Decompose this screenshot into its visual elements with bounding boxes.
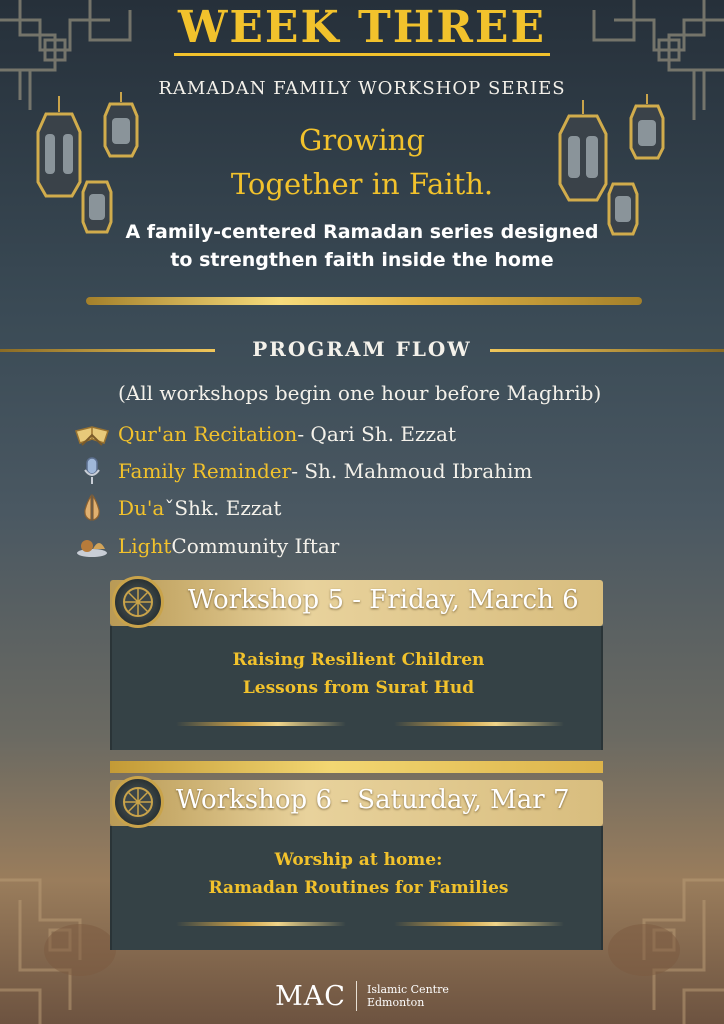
program-item-highlight: Light xyxy=(118,534,172,558)
quran-icon xyxy=(72,419,112,449)
organization-name xyxy=(367,983,449,1009)
program-note: (All workshops begin one hour before Maghrib) xyxy=(118,381,602,405)
workshop-topic-line-2: Lessons from Surat Hud xyxy=(242,678,475,698)
workshop-card-6 xyxy=(110,780,603,950)
headline-line-2: Together in Faith. xyxy=(230,167,494,201)
organization-line-2: Edmonton xyxy=(366,996,425,1009)
gold-divider xyxy=(110,761,603,773)
decorative-swash xyxy=(394,922,564,926)
praying-hands-icon xyxy=(72,493,112,523)
program-item-quran xyxy=(72,417,456,451)
gold-divider xyxy=(86,297,642,305)
decorative-swash xyxy=(176,922,346,926)
footer-logo xyxy=(0,976,724,1016)
program-item-detail: Community Iftar xyxy=(171,534,340,558)
workshop-card-header xyxy=(110,580,603,626)
tagline-line-2: to strengthen faith inside the home xyxy=(170,249,554,271)
workshop-topic-line-1: Raising Resilient Children xyxy=(232,650,485,670)
workshop-heading: Workshop 6 - Saturday, Mar 7 xyxy=(176,785,570,815)
iftar-meal-icon xyxy=(72,531,112,561)
tagline xyxy=(0,218,724,274)
workshop-card-header xyxy=(110,780,603,826)
program-item-highlight: Du'a xyxy=(118,496,165,520)
medallion-icon xyxy=(112,576,164,628)
program-item-reminder xyxy=(72,454,532,488)
workshop-topic-line-1: Worship at home: xyxy=(274,850,443,870)
series-name: RAMADAN FAMILY WORKSHOP SERIES xyxy=(158,78,566,99)
program-item-detail: - Sh. Mahmoud Ibrahim xyxy=(291,459,533,483)
workshop-topic-line-2: Ramadan Routines for Families xyxy=(208,878,509,898)
workshop-card-body xyxy=(110,826,603,950)
program-item-dua xyxy=(72,491,281,525)
program-item-detail: - Qari Sh. Ezzat xyxy=(297,422,456,446)
medallion-icon xyxy=(112,776,164,828)
mac-logo: MAC xyxy=(275,980,346,1012)
program-item-highlight: Qur'an Recitation xyxy=(118,422,298,446)
decorative-swash xyxy=(176,722,346,726)
page-title: WEEK THREE xyxy=(0,4,724,52)
headline xyxy=(0,118,724,206)
workshop-card-body xyxy=(110,626,603,750)
workshop-heading: Workshop 5 - Friday, March 6 xyxy=(188,585,579,615)
decorative-swash xyxy=(394,722,564,726)
logo-divider xyxy=(356,981,357,1011)
organization-line-1: Islamic Centre xyxy=(366,983,449,996)
tagline-line-1: A family-centered Ramadan series designed xyxy=(125,221,599,243)
workshop-card-5 xyxy=(110,580,603,750)
program-flow-heading: PROGRAM FLOW xyxy=(252,337,472,361)
program-item-detail: ˇShk. Ezzat xyxy=(164,496,282,520)
program-item-iftar xyxy=(72,529,339,563)
headline-line-1: Growing xyxy=(299,123,425,157)
program-item-highlight: Family Reminder xyxy=(118,459,292,483)
microphone-icon xyxy=(72,456,112,486)
